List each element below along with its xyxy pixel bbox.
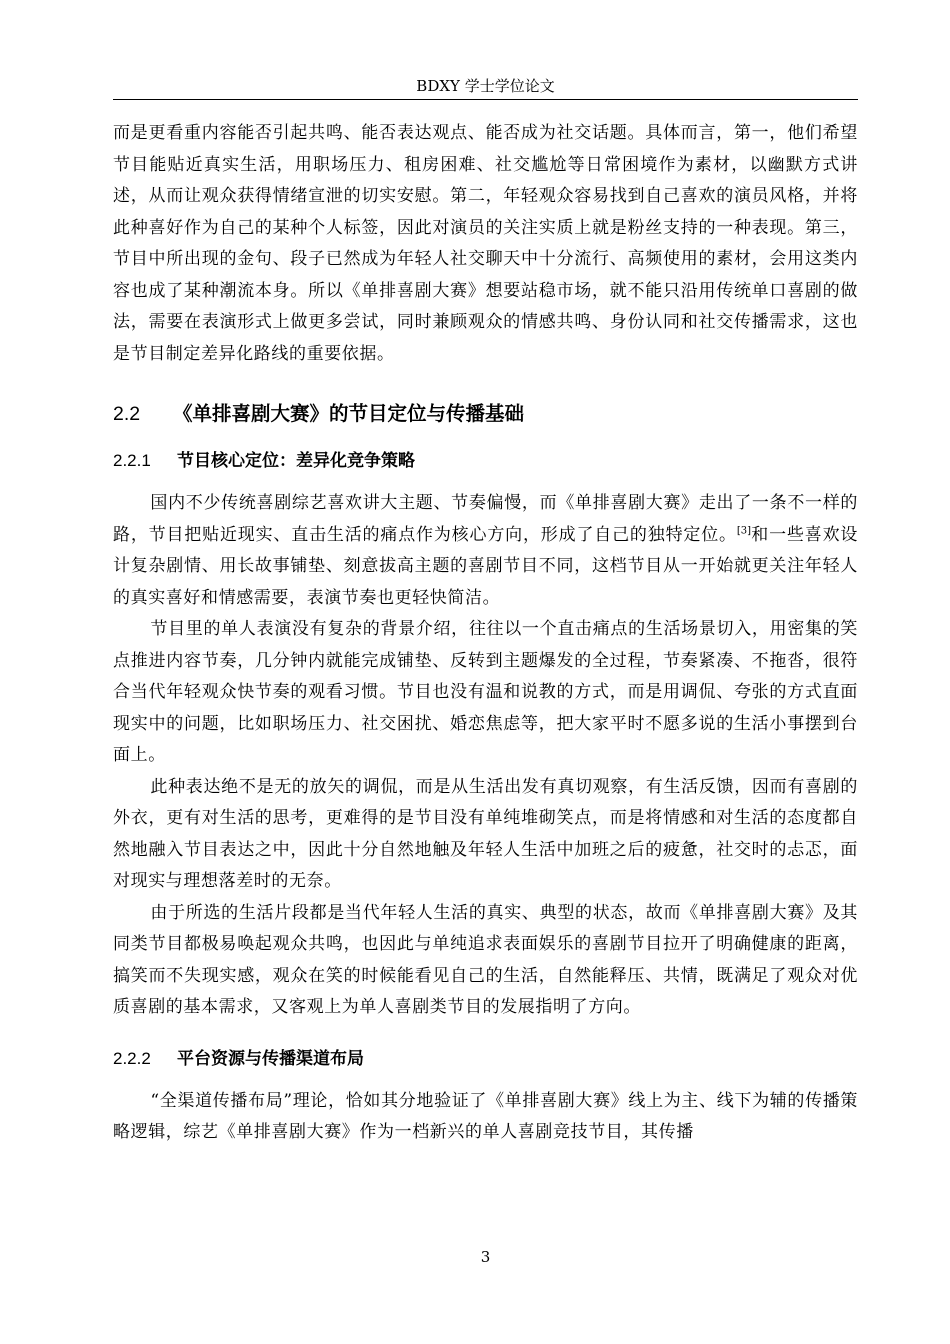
header-divider — [113, 99, 858, 100]
subsection-number: 2.2.2 — [113, 1048, 151, 1068]
subsection-title: 平台资源与传播渠道布局 — [177, 1048, 364, 1069]
paragraph-continued: 而是更看重内容能否引起共鸣、能否表达观点、能否成为社交话题。具体而言，第一，他们希望节目能贴近真实生活，用职场压力、租房困难、社交尴尬等日常困境作为素材，以幽默方式讲述，从而让观众获得情绪宣泄的切实安慰。第二，年轻观众容易找到自己喜欢的演员风格，并将此种喜好作为自己的某种个人标签，因此对演员的关注实质上就是粉丝支持的一种表现。第三，节目中所出现的金句、段子已然成为年轻人社交聊天中十分流行、高频使用的素材，会用这类内容也成了某种潮流本身。所以《单排喜剧大赛》想要站稳市场，就不能只沿用传统单口喜剧的做法，需要在表演形式上做更多尝试，同时兼顾观众的情感共鸣、身份认同和社交传播需求，这也是节目制定差异化路线的重要依据。 — [113, 123, 858, 364]
section-title: 《单排喜剧大赛》的节目定位与传播基础 — [173, 402, 525, 425]
citation-reference: [3] — [736, 524, 752, 536]
paragraph — [113, 488, 858, 614]
subsection-heading-2-2-1 — [113, 448, 858, 474]
paragraph: 由于所选的生活片段都是当代年轻人生活的真实、典型的状态，故而《单排喜剧大赛》及其同类节目都极易唤起观众共鸣，也因此与单纯追求表面娱乐的喜剧节目拉开了明确健康的距离，搞笑而不失现实感，观众在笑的时候能看见自己的生活，自然能释压、共情，既满足了观众对优质喜剧的基本需求，又客观上为单人喜剧类节目的发展指明了方向。 — [113, 902, 858, 1017]
section-number: 2.2 — [113, 403, 141, 425]
paragraph: 节目里的单人表演没有复杂的背景介绍，往往以一个直击痛点的生活场景切入，用密集的笑点推进内容节奏，几分钟内就能完成铺垫、反转到主题爆发的全过程，节奏紧凑、不拖沓，很符合当代年轻观众快节奏的观看习惯。节目也没有温和说教的方式，而是用调侃、夸张的方式直面现实中的问题，比如职场压力、社交困扰、婚恋焦虑等，把大家平时不愿多说的生活小事摆到台面上。 — [113, 619, 858, 765]
subsection-title: 节目核心定位：差异化竞争策略 — [177, 451, 415, 471]
subsection-number: 2.2.1 — [113, 451, 151, 470]
paragraph-text: 和一些喜欢设计复杂剧情、用长故事铺垫、刻意拔高主题的喜剧节目不同，这档节目从一开始就更关注年轻人的真实喜好和情感需要，表演节奏也更轻快简洁。 — [113, 524, 858, 608]
page-body — [113, 118, 858, 1149]
subsection-heading-2-2-2 — [113, 1046, 858, 1072]
paragraph: 此种表达绝不是无的放矢的调侃，而是从生活出发有真切观察，有生活反馈，因而有喜剧的外衣，更有对生活的思考，更难得的是节目没有单纯堆砌笑点，而是将情感和对生活的态度都自然地融入节目表达之中，因此十分自然地触及年轻人生活中加班之后的疲惫，社交时的忐忑，面对现实与理想落差时的无奈。 — [113, 776, 858, 891]
running-header: BDXY 学士学位论文 — [416, 77, 555, 95]
paragraph: “全渠道传播布局”理论，恰如其分地验证了《单排喜剧大赛》线上为主、线下为辅的传播策略逻辑，综艺《单排喜剧大赛》作为一档新兴的单人喜剧竞技节目，其传播 — [113, 1090, 858, 1142]
section-heading-2-2 — [113, 400, 858, 428]
page-number: 3 — [480, 1248, 491, 1266]
paragraph-text: 国内不少传统喜剧综艺喜欢讲大主题、节奏偏慢，而《单排喜剧大赛》走出了一条不一样的路，节目把贴近现实、直击生活的痛点作为核心方向，形成了自己的独特定位。 — [113, 493, 858, 545]
